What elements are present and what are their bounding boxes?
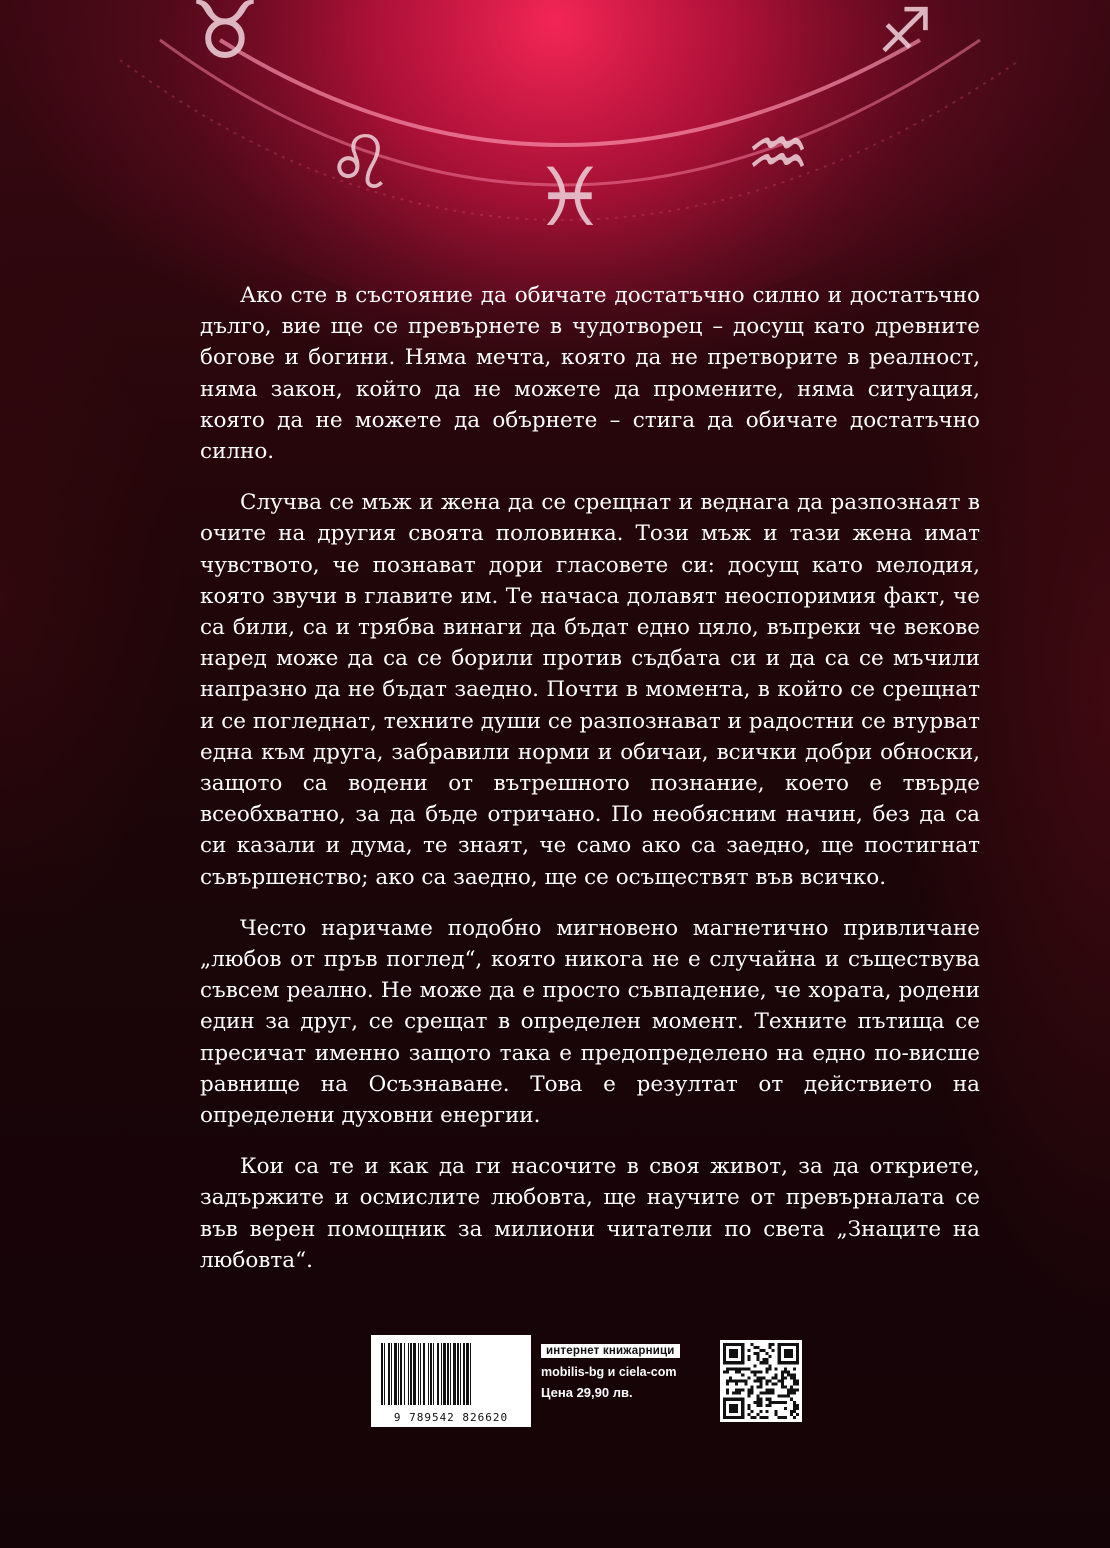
- aquarius-icon: ♒: [745, 111, 811, 195]
- blurb-paragraph: Ако сте в състояние да обичате достатъчно силно и достатъчно дълго, вие ще се превърнете в чудотворец – досущ като древните богове и богини. Няма мечта, която да не претворите в реалност, няма закон, който да не можете да промените, няма ситуация, която да не можете да обърнете – стига да обичате достатъчно силно.: [200, 283, 980, 465]
- shop-names: mobilis-bg и ciela-com: [541, 1365, 677, 1379]
- qr-code[interactable]: [720, 1340, 802, 1422]
- leo-icon: ♌: [326, 120, 394, 206]
- price: Цена 29,90 лв.: [541, 1385, 633, 1400]
- zodiac-wheel-illustration: [0, 0, 1110, 300]
- blurb-paragraph: Кои са те и как да ги насочите в своя живот, за да откриете, задържите и осмислите любовта, ще научите от превърналата се във верен помощник за милиони читатели по света „Знаците на любовта“.: [200, 1154, 980, 1273]
- isbn-number: 9 789542 826620: [393, 1411, 509, 1424]
- taurus-icon: ♉: [189, 0, 261, 77]
- qr-code-pattern: [723, 1343, 799, 1419]
- blurb-text: [200, 280, 980, 1296]
- barcode-bars: [379, 1343, 523, 1409]
- blurb-paragraph: Случва се мъж и жена да се срещнат и веднага да разпознаят в очите на другия своята половинка. Този мъж и тази жена имат чувството, че познават дори гласовете си: досущ като мелодия, която звучи в главите им. Те начаса долавят неоспоримия факт, че са били, са и трябва винаги да бъдат едно цяло, въпреки че векове наред може да са се борили против съдбата си и да са се мъчили напразно да не бъдат заедно. Почти в момента, в който се срещнат и се погледнат, техните души се разпознават и радостни се втурват една към друга, забравили норми и обичаи, всички добри обноски, защото са водени от вътрешното познание, което е твърде всеобхватно, за да бъде отричано. По необясним начин, без да са си казали и дума, те знаят, че само ако са заедно, ще постигнат съвършенство; ако са заедно, ще се осъществят във всичко.: [200, 490, 980, 890]
- blurb-paragraph: Често наричаме подобно мигновено магнетично привличане „любов от пръв поглед“, която никога не е случайна и съществува съвсем реално. Не може да е просто съвпадение, че хората, родени един за друг, се срещат в определен момент. Техните пътища се пресичат именно защото така е предопределено на едно по-висше равнище на Осъзнаване. Това е резултат от действието на определени духовни енергии.: [200, 915, 980, 1129]
- retail-info: [541, 1341, 713, 1400]
- online-shops-label: интернет книжарници: [541, 1344, 680, 1358]
- sagittarius-icon: ♐: [877, 0, 933, 67]
- isbn-barcode: [371, 1335, 531, 1427]
- pisces-icon: ♓: [534, 151, 606, 244]
